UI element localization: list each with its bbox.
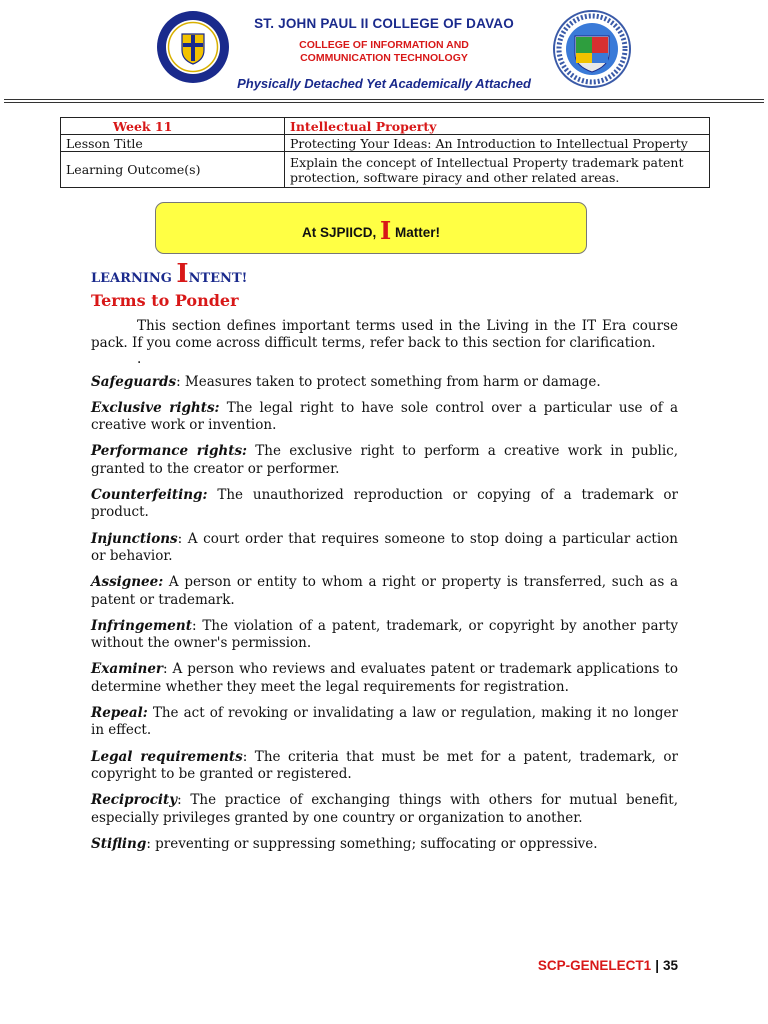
motto-banner [155,202,587,254]
college-name [0,39,768,65]
college-line-2: COMMUNICATION TECHNOLOGY [300,52,468,64]
term-name: Infringement [91,617,192,634]
term-definition: A person who reviews and evaluates patent or trademark applications to determine whether they meet the legal requirements for registration. [91,661,678,695]
term-definition: The unauthorized reproduction or copying of a trademark or product. [91,487,678,521]
term-separator: : [176,373,181,390]
term-definition: The act of revoking or invalidating a law or regulation, making it no longer in effect. [91,705,678,739]
terms-content [91,318,678,853]
course-code: SCP-GENELECT1 [537,958,652,973]
term-safeguards [91,374,678,391]
term-separator: : [191,617,197,634]
school-name: ST. JOHN PAUL II COLLEGE OF DAVAO [254,16,514,31]
term-assignee [91,574,678,609]
intent-pre: LEARNING [91,271,172,286]
term-name: Examiner [91,661,164,678]
term-injunctions [91,531,678,566]
term-separator: : [242,748,248,765]
intent-big-letter: I [176,259,189,289]
term-definition: The violation of a patent, trademark, or copyright by another party without the owner's permission. [91,617,678,652]
banner-big-letter: I [380,216,392,245]
term-stifling [91,836,678,853]
term-repeal [91,705,678,740]
table-row [61,152,710,188]
term-name: Exclusive rights: [91,399,220,416]
term-name: Stifling [91,835,147,852]
term-definition: preventing or suppressing something; suffocating or oppressive. [150,835,598,852]
table-row [61,135,710,152]
term-definition: The legal right to have sole control over a particular use of a creative work or invention. [91,399,678,434]
term-name: Reciprocity [91,792,178,809]
term-definition: The exclusive right to perform a creative work in public, granted to the creator or performer. [91,443,678,477]
banner-suffix: Matter! [395,225,441,240]
stray-dot: . [137,350,142,367]
motto: Physically Detached Yet Academically Attached [237,76,531,91]
term-examiner [91,661,678,696]
term-infringement [91,618,678,653]
section-title: Terms to Ponder [91,291,239,310]
intro-paragraph: This section defines important terms used in the Living in the IT Era course pack. If you come across difficult terms, refer back to this section for clarification. [91,318,678,352]
topic-value: Intellectual Property [285,118,710,135]
term-counterfeiting [91,487,678,522]
lesson-title-value: Protecting Your Ideas: An Introduction to Intellectual Property [285,135,710,152]
header-rule-bottom [4,102,764,103]
footer-separator: | [655,958,659,973]
term-name: Injunctions [91,530,178,547]
page-number: 35 [662,958,678,973]
table-row [61,118,710,135]
term-name: Safeguards [91,373,177,390]
page-header [0,8,768,98]
term-separator: : [177,530,183,547]
term-name: Legal requirements [91,748,243,765]
term-definition: The criteria that must be met for a patent, trademark, or copyright to be granted or registered. [91,748,678,783]
term-definition: The practice of exchanging things with others for mutual benefit, especially privileges granted by one country or organization to another. [91,792,678,826]
page-footer [538,958,678,973]
learning-outcome-label: Learning Outcome(s) [61,152,285,188]
cict-seal-icon [553,10,631,88]
week-label: Week 11 [61,118,285,135]
term-legal-requirements [91,749,678,784]
term-definition: A court order that requires someone to stop doing a particular action or behavior. [91,530,678,565]
college-line-1: COLLEGE OF INFORMATION AND [299,39,469,51]
term-exclusive-rights [91,400,678,435]
term-definition: A person or entity to whom a right or property is transferred, such as a patent or trademark. [91,574,678,608]
lesson-info-table [60,117,710,188]
header-rule-top [4,99,764,100]
term-reciprocity [91,792,678,827]
term-name: Counterfeiting: [91,487,208,504]
learning-intent-heading [91,259,248,289]
term-name: Performance rights: [91,443,248,460]
term-separator: : [177,792,182,809]
term-performance-rights [91,443,678,478]
intent-post: NTENT! [188,271,248,286]
learning-outcome-value: Explain the concept of Intellectual Property trademark patent protection, software piracy and other related areas. [285,152,710,188]
term-name: Assignee: [91,574,164,591]
lesson-title-label: Lesson Title [61,135,285,152]
term-separator: : [163,661,168,678]
term-name: Repeal: [91,705,148,722]
term-definition: Measures taken to protect something from harm or damage. [180,373,601,390]
banner-prefix: At SJPIICD, [301,225,377,240]
term-separator: : [146,835,151,852]
